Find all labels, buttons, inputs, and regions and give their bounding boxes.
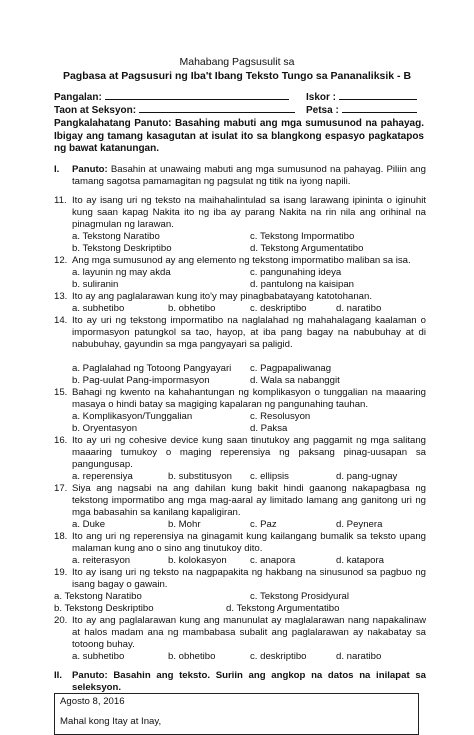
letter-greeting: Mahal kong Itay at Inay,: [60, 716, 162, 727]
pangalan-line: [105, 90, 289, 100]
question-number: 17.: [54, 483, 68, 494]
petsa-line: [342, 103, 417, 113]
letter-date: Agosto 8, 2016: [60, 696, 125, 707]
option-c[interactable]: c. pangunahing ideya: [250, 267, 342, 278]
option-b[interactable]: b. substitusyon: [168, 471, 232, 482]
option-c[interactable]: c. Paz: [250, 519, 277, 530]
option-c[interactable]: c. ellipsis: [250, 471, 289, 482]
question-13-options: [72, 303, 432, 315]
option-a[interactable]: a. Duke: [72, 519, 106, 530]
question-number: 20.: [54, 615, 68, 626]
option-c[interactable]: c. Pagpapaliwanag: [250, 363, 332, 374]
question-20-options: [72, 651, 432, 663]
question-20: [54, 615, 426, 650]
option-a[interactable]: a. layunin ng may akda: [72, 267, 171, 278]
question-19: [54, 567, 426, 591]
option-a[interactable]: a. Komplikasyon/Tunggalian: [72, 411, 193, 422]
question-12-options: [72, 267, 432, 291]
pangalan-label: Pangalan:: [54, 92, 102, 103]
option-d[interactable]: d. Tekstong Argumentatibo: [226, 603, 340, 614]
question-12: [54, 255, 426, 267]
iskor-line: [339, 90, 417, 100]
question-text: Ang mga sumusunod ay ang elemento ng tekstong impormatibo maliban sa isa.: [72, 255, 411, 266]
letter-box: [54, 693, 419, 735]
question-text: Ito ay uri ng cohesive device kung saan tinutukoy ang paggamit ng mga salitang maaaring tumukoy o maging reperensiya ng paksang pinag-uusapan sa pangungusap.: [72, 435, 426, 470]
option-a[interactable]: a. subhetibo: [72, 651, 125, 662]
option-b[interactable]: b. Tekstong Deskriptibo: [72, 243, 172, 254]
option-d[interactable]: d. pang-ugnay: [336, 471, 398, 482]
question-text: Ito ay ang paglalarawan kung ang manunulat ay maglalarawan nang napakalinaw at halos madam ana ng mambabasa subalit ang paglalarawan ay nakabatay sa totoong buhay.: [72, 615, 426, 650]
option-c[interactable]: c. Resolusyon: [250, 411, 311, 422]
question-number: 19.: [54, 567, 68, 578]
taon-label: Taon at Seksyon:: [54, 105, 137, 116]
part-one-label: I.: [54, 164, 60, 175]
question-number: 18.: [54, 531, 68, 542]
option-c[interactable]: c. anapora: [250, 555, 296, 566]
option-a[interactable]: a. reiterasyon: [72, 555, 131, 566]
petsa-field[interactable]: [306, 103, 417, 116]
taon-field[interactable]: [54, 103, 295, 116]
option-a[interactable]: a. reperensiya: [72, 471, 133, 482]
part-two-instruction: [54, 670, 426, 694]
question-14: [54, 315, 426, 350]
question-number: 13.: [54, 291, 68, 302]
part-two-text: Panuto: Basahin ang teksto. Suriin ang angkop na datos na inilapat sa seleksyon.: [72, 670, 426, 693]
option-b[interactable]: b. kolokasyon: [168, 555, 227, 566]
question-11-options: [72, 231, 432, 255]
option-b[interactable]: b. Oryentasyon: [72, 423, 138, 434]
option-c[interactable]: c. Tekstong Impormatibo: [250, 231, 355, 242]
question-text: Ito ang uri ng reperensiya na ginagamit kung kailangang bumalik sa teksto upang malaman kung ano o sino ang tinutukoy dito.: [72, 531, 426, 554]
part-one-instruction: [54, 164, 426, 188]
option-d[interactable]: d. naratibo: [336, 651, 382, 662]
question-number: 12.: [54, 255, 68, 266]
exam-title: Mahabang Pagsusulit sa: [179, 56, 295, 68]
question-text: Bahagi ng kwento na kahahantungan ng komplikasyon o tunggalian na maaaring masaya o hindi batay sa magiging kapalaran ng pangunahing tauhan.: [72, 387, 426, 410]
option-d[interactable]: d. naratibo: [336, 303, 382, 314]
petsa-label: Petsa :: [306, 105, 339, 116]
part-one-heading: Panuto:: [72, 164, 108, 175]
question-number: 11.: [54, 195, 67, 206]
question-15-options: [72, 411, 432, 435]
question-17-options: [72, 519, 432, 531]
option-a[interactable]: a. Paglalahad ng Totoong Pangyayari: [72, 363, 232, 374]
option-b[interactable]: b. obhetibo: [168, 651, 216, 662]
option-d[interactable]: d. katapora: [336, 555, 385, 566]
option-b[interactable]: b. suliranin: [72, 279, 119, 290]
part-one-text: Basahin at unawaing mabuti ang mga sumusunod na pahayag. Piliin ang tamang sagotsa pamamagitan ng pagsulat ng titik na iyong napili.: [72, 164, 426, 187]
option-d[interactable]: d. Wala sa nabanggit: [250, 375, 340, 386]
question-11: [54, 195, 426, 230]
question-14-options: [72, 363, 432, 387]
iskor-field[interactable]: [306, 90, 417, 103]
taon-line: [139, 103, 295, 113]
question-18-options: [72, 555, 432, 567]
question-number: 15.: [54, 387, 68, 398]
option-b[interactable]: b. Tekstong Deskriptibo: [54, 603, 154, 614]
exam-subtitle: Pagbasa at Pagsusuri ng Iba't Ibang Teksto Tungo sa Pananaliksik - B: [62, 70, 412, 82]
question-18: [54, 531, 426, 555]
option-c[interactable]: c. deskriptibo: [250, 303, 307, 314]
option-b[interactable]: b. obhetibo: [168, 303, 216, 314]
question-16: [54, 435, 426, 470]
option-c[interactable]: c. deskriptibo: [250, 651, 307, 662]
question-15: [54, 387, 426, 411]
option-c[interactable]: c. Tekstong Prosidyural: [250, 591, 350, 602]
question-text: Ito ay isang uri ng teksto na nagpapakita ng hakbang na sinusunod sa pagbuo ng isang bagay o gawain.: [72, 567, 426, 590]
question-text: Ito ay isang uri ng teksto na maihahalintulad sa isang larawang ipininta o iginuhit kung saan kapag Nakita ito ng iba ay parang Nakita na rin nila ang orihinal na pinagmulan ng larawan.: [72, 195, 426, 230]
option-d[interactable]: d. pantulong na kaisipan: [250, 279, 355, 290]
part-two-label: II.: [54, 670, 62, 681]
question-13: [54, 291, 426, 303]
question-16-options: [72, 471, 432, 483]
question-17: [54, 483, 426, 518]
question-text: Ito ay ang paglalarawan kung ito'y may pinagbabatayang katotohanan.: [72, 291, 372, 302]
iskor-label: Iskor :: [306, 92, 337, 103]
general-instruction: Pangkalahatang Panuto: Basahing mabuti ang mga sumusunod na pahayag. Ibigay ang tamang kasagutan at isulat ito sa blangkong espasyo pagkatapos ng bawat katanungan.: [54, 118, 424, 154]
option-a[interactable]: a. subhetibo: [72, 303, 125, 314]
option-a[interactable]: a. Tekstong Naratibo: [54, 591, 142, 602]
option-b[interactable]: b. Pag-uulat Pang-impormasyon: [72, 375, 210, 386]
option-d[interactable]: d. Peynera: [336, 519, 383, 530]
question-number: 16.: [54, 435, 68, 446]
question-text: Ito ay uri ng tekstong impormatibo na naglalahad ng mahahalagang kaalaman o impormasyon patungkol sa tao, hayop, at iba pang bagay na nabubuhay at di nabubuhay, gayundin sa mga pangyayari sa paligid.: [72, 315, 426, 350]
option-d[interactable]: d. Tekstong Argumentatibo: [250, 243, 364, 254]
pangalan-field[interactable]: [54, 90, 289, 103]
question-text: Siya ang nagsabi na ang dahilan kung bakit hindi gaanong nakapagbasa ng tekstong impormatibo ang mga mag-aaral ay limitado lamang ang ganitong uri ng mga babasahin sa kanilang kapaligiran.: [72, 483, 426, 518]
option-a[interactable]: a. Tekstong Naratibo: [72, 231, 160, 242]
option-d[interactable]: d. Paksa: [250, 423, 288, 434]
question-19-options: [54, 591, 434, 615]
option-b[interactable]: b. Mohr: [168, 519, 201, 530]
question-number: 14.: [54, 315, 68, 326]
